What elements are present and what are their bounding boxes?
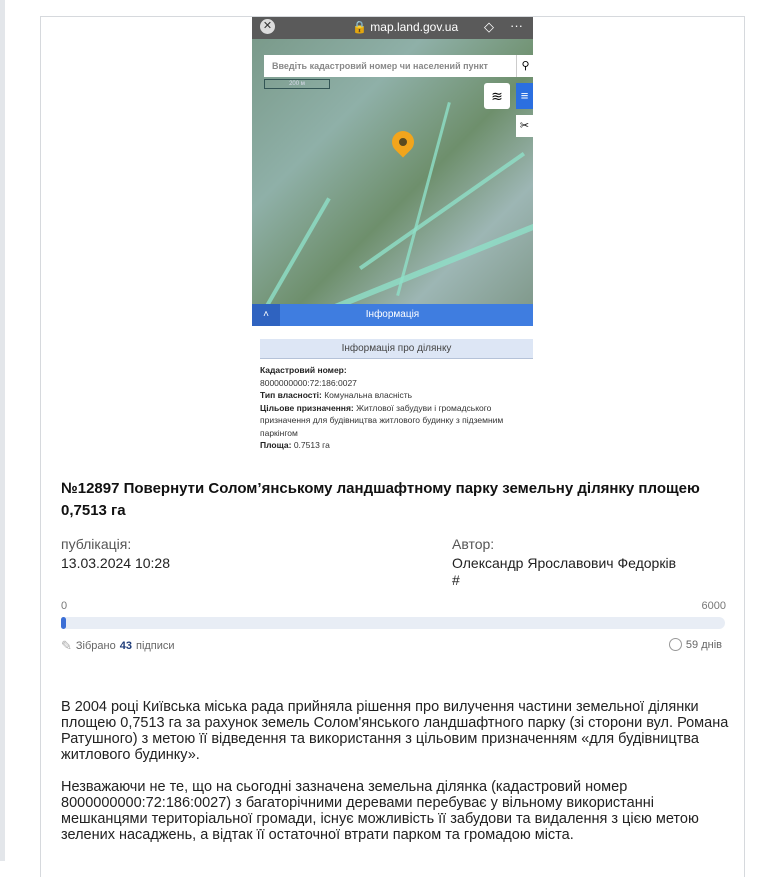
info-button xyxy=(252,304,533,326)
parcel-info xyxy=(260,364,533,452)
page-edge xyxy=(0,0,5,861)
signature-progress-bar xyxy=(61,617,725,629)
map-scale: 200 м xyxy=(264,79,330,89)
panel-title: Інформація про ділянку xyxy=(260,339,533,359)
petition-body xyxy=(61,699,731,859)
petition-title[interactable]: №12897 Повернути Солом’янському ландшафтному парку земельну ділянку площею 0,7513 га xyxy=(61,480,700,519)
cadastral-label: Кадастровий номер: xyxy=(260,365,347,375)
purpose-label: Цільове призначення: xyxy=(260,402,354,413)
ownership-label: Тип власності: xyxy=(260,390,322,400)
chevron-up-icon: ˄ xyxy=(252,304,280,326)
author-label: Автор: xyxy=(452,536,495,552)
close-icon: ✕ xyxy=(260,19,275,34)
area-value: 0.7513 га xyxy=(293,440,330,450)
publication-label: публікація: xyxy=(61,536,132,552)
ownership-value: Комунальна власність xyxy=(324,390,413,400)
progress-fill xyxy=(61,617,66,629)
browser-bar xyxy=(252,17,533,39)
days-left-text: 59 днів xyxy=(685,638,722,651)
author-name xyxy=(452,555,732,589)
collected-prefix: Зібрано xyxy=(75,640,116,652)
publication-date: 13.03.2024 10:28 xyxy=(61,555,170,571)
collected-suffix: підписи xyxy=(135,640,175,652)
cadastral-value: 8000000000:72:186:0027 xyxy=(260,377,357,388)
author-name-text: Олександр Ярославович Федорків xyxy=(452,555,677,571)
collected-count: 43 xyxy=(119,640,132,652)
tag-icon: ◇ xyxy=(484,19,494,34)
author-suffix: # xyxy=(452,572,460,588)
more-icon: ··· xyxy=(510,18,523,33)
url-value: map.land.gov.ua xyxy=(370,20,459,34)
signatures-count xyxy=(61,638,175,654)
url-text: 🔒 map.land.gov.ua xyxy=(352,20,459,34)
body-paragraph: В 2004 році Київська міська рада прийняла рішення про вилучення частини земельної ділянки площею 0,7513 га за рахунок земель Солом'янського ландшафтного парку (зі сторони вул. Романа Ратушного) з метою її відведення та використання з цільовим призначенням «для будівництва житлового будинку». xyxy=(61,699,729,763)
menu-icon: ≡ xyxy=(516,83,533,109)
body-paragraph: Незважаючи не те, що на сьогодні зазначена земельна ділянка (кадастровий номер 8000000000:72:186:0027) з багаторічними деревами перебуває у вільному використанні мешканцями територіальної громади, існує можливість її забудови та видалення з цією метою зелених насаджень, а відтак її остаточної втрати парком та громадою міста. xyxy=(61,779,699,843)
purpose-value: Житлової забудуви і громадського призначення для будівництва житлового будинку з підземним паркінгом xyxy=(260,402,504,438)
tool-icon: ✂ xyxy=(516,115,533,137)
map-view xyxy=(252,39,533,326)
progress-min: 0 xyxy=(61,600,68,612)
location-pin-icon xyxy=(387,126,418,157)
area-label: Площа: xyxy=(260,440,292,450)
search-icon: ⚲ xyxy=(516,55,533,77)
info-button-label: Інформація xyxy=(365,309,420,320)
petition-card xyxy=(40,16,745,877)
layers-icon: ≋ xyxy=(484,83,510,109)
progress-max: 6000 xyxy=(701,600,726,612)
clock-icon xyxy=(669,638,682,651)
pen-icon: ✎ xyxy=(61,638,72,653)
petition-image xyxy=(252,17,533,450)
map-search-input: Введіть кадастровий номер чи населений пункт xyxy=(264,55,516,77)
days-left xyxy=(669,638,722,651)
